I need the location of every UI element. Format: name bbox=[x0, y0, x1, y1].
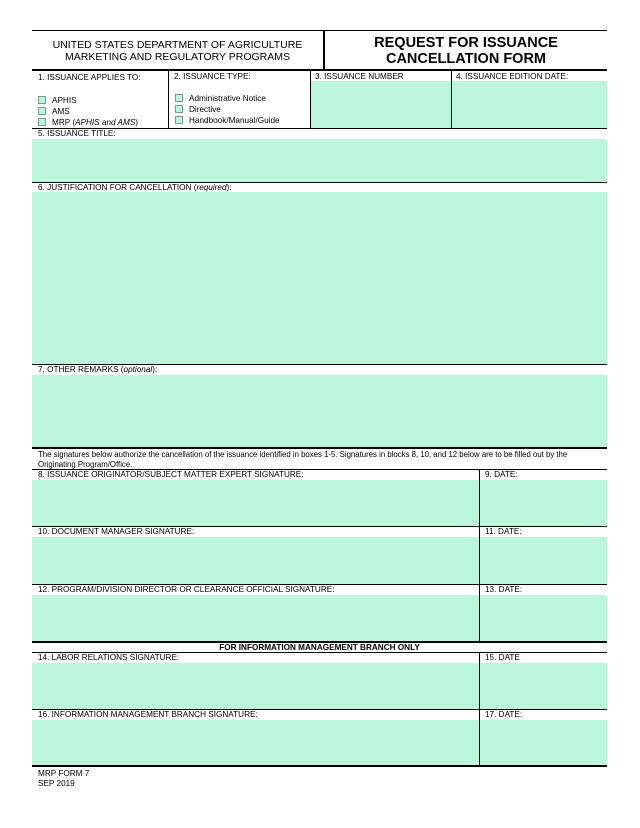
option-aphis: APHIS bbox=[52, 96, 77, 105]
issuance-number-label: 3. ISSUANCE NUMBER bbox=[315, 72, 404, 81]
option-mrp: MRP (APHIS and AMS) bbox=[52, 118, 139, 127]
issuance-number-field[interactable] bbox=[311, 81, 451, 128]
issuance-title-label: 5. ISSUANCE TITLE: bbox=[38, 129, 116, 138]
signature-note: The signatures below authorize the cancellation of the issuance identified in boxes 1-5. Signatures in blocks 8, 10, and 12 below are to be filled out by the Originating Program/Office. bbox=[38, 450, 568, 469]
option-administrative-notice: Administrative Notice bbox=[189, 94, 266, 103]
director-signature-label: 12. PROGRAM/DIVISION DIRECTOR OR CLEARANCE OFFICIAL SIGNATURE: bbox=[38, 585, 335, 594]
imb-signature-label: 16. INFORMATION MANAGEMENT BRANCH SIGNATURE: bbox=[38, 710, 258, 719]
form-title-line-2: CANCELLATION FORM bbox=[385, 51, 547, 67]
option-directive: Directive bbox=[189, 105, 221, 114]
date-11-field[interactable] bbox=[480, 537, 607, 584]
date-9-label: 9. DATE: bbox=[485, 470, 518, 479]
document-manager-signature-field[interactable] bbox=[32, 537, 479, 584]
justification-field[interactable] bbox=[32, 192, 607, 364]
agency-name bbox=[32, 39, 323, 63]
remarks-field[interactable] bbox=[32, 375, 607, 447]
justification-label: 6. JUSTIFICATION FOR CANCELLATION (required): bbox=[38, 183, 232, 192]
form-title bbox=[325, 35, 607, 67]
checkbox-ams[interactable] bbox=[38, 107, 46, 115]
document-manager-signature-label: 10. DOCUMENT MANAGER SIGNATURE: bbox=[38, 527, 195, 536]
agency-line-1: UNITED STATES DEPARTMENT OF AGRICULTURE bbox=[52, 39, 303, 51]
issuance-title-field[interactable] bbox=[32, 139, 607, 182]
originator-signature-label: 8. ISSUANCE ORIGINATOR/SUBJECT MATTER EXPERT SIGNATURE: bbox=[38, 470, 304, 479]
checkbox-administrative-notice[interactable] bbox=[175, 94, 183, 102]
director-signature-field[interactable] bbox=[32, 595, 479, 641]
date-13-label: 13. DATE: bbox=[485, 585, 523, 594]
labor-relations-signature-label: 14. LABOR RELATIONS SIGNATURE: bbox=[38, 653, 180, 662]
form-title-line-1: REQUEST FOR ISSUANCE bbox=[374, 35, 558, 51]
date-15-field[interactable] bbox=[480, 663, 607, 709]
labor-relations-signature-field[interactable] bbox=[32, 663, 479, 709]
imb-signature-field[interactable] bbox=[32, 720, 479, 765]
agency-line-2: MARKETING AND REGULATORY PROGRAMS bbox=[64, 51, 291, 63]
edition-date-field[interactable] bbox=[452, 81, 607, 128]
form-id: MRP FORM 7 bbox=[38, 769, 90, 778]
form-footer bbox=[38, 769, 89, 789]
date-17-label: 17. DATE: bbox=[485, 710, 523, 719]
date-17-field[interactable] bbox=[480, 720, 607, 765]
checkbox-handbook[interactable] bbox=[175, 116, 183, 124]
edition-date-label: 4. ISSUANCE EDITION DATE: bbox=[456, 72, 569, 81]
originator-signature-field[interactable] bbox=[32, 480, 479, 526]
applies-to-label: 1. ISSUANCE APPLIES TO: bbox=[38, 73, 141, 82]
issuance-type-label: 2. ISSUANCE TYPE: bbox=[174, 72, 251, 81]
date-11-label: 11. DATE: bbox=[485, 527, 522, 536]
option-ams: AMS bbox=[52, 107, 70, 116]
date-15-label: 15. DATE bbox=[485, 653, 520, 662]
checkbox-mrp[interactable] bbox=[38, 118, 46, 126]
remarks-label: 7. OTHER REMARKS (optional): bbox=[38, 365, 158, 374]
date-9-field[interactable] bbox=[480, 480, 607, 526]
option-handbook: Handbook/Manual/Guide bbox=[189, 116, 280, 125]
form-date: SEP 2019 bbox=[38, 779, 75, 788]
checkbox-aphis[interactable] bbox=[38, 96, 46, 104]
date-13-field[interactable] bbox=[480, 595, 607, 641]
imb-section-header: FOR INFORMATION MANAGEMENT BRANCH ONLY bbox=[219, 643, 420, 652]
checkbox-directive[interactable] bbox=[175, 105, 183, 113]
